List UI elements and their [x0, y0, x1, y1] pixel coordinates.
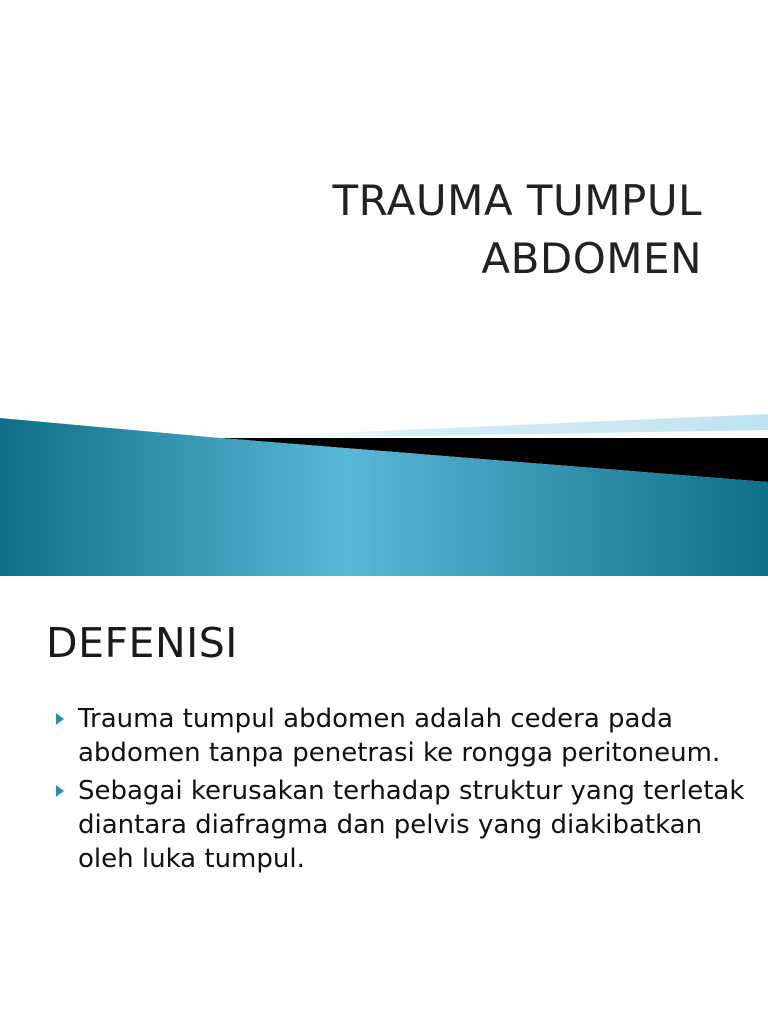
bullet-item — [52, 774, 752, 876]
bullet-list — [52, 702, 752, 880]
pale-stripe — [220, 414, 768, 438]
decorative-wave-band — [0, 410, 768, 576]
bullet-text: Sebagai kerusakan terhadap struktur yang terletak diantara diafragma dan pelvis yang diakibatkan oleh luka tumpul. — [78, 776, 745, 874]
slide-title-line-1: TRAUMA TUMPUL — [332, 176, 702, 225]
slide-title-line-2: ABDOMEN — [481, 234, 702, 283]
triangle-right-icon — [56, 785, 64, 797]
bullet-item — [52, 702, 752, 770]
wave-band-graphic — [0, 410, 768, 576]
bullet-text: Trauma tumpul abdomen adalah cedera pada abdomen tanpa penetrasi ke rongga peritoneum. — [78, 704, 721, 768]
section-title: DEFENISI — [46, 619, 238, 667]
triangle-right-icon — [56, 713, 64, 725]
definition-slide — [0, 576, 768, 1024]
slide-title — [102, 172, 702, 288]
